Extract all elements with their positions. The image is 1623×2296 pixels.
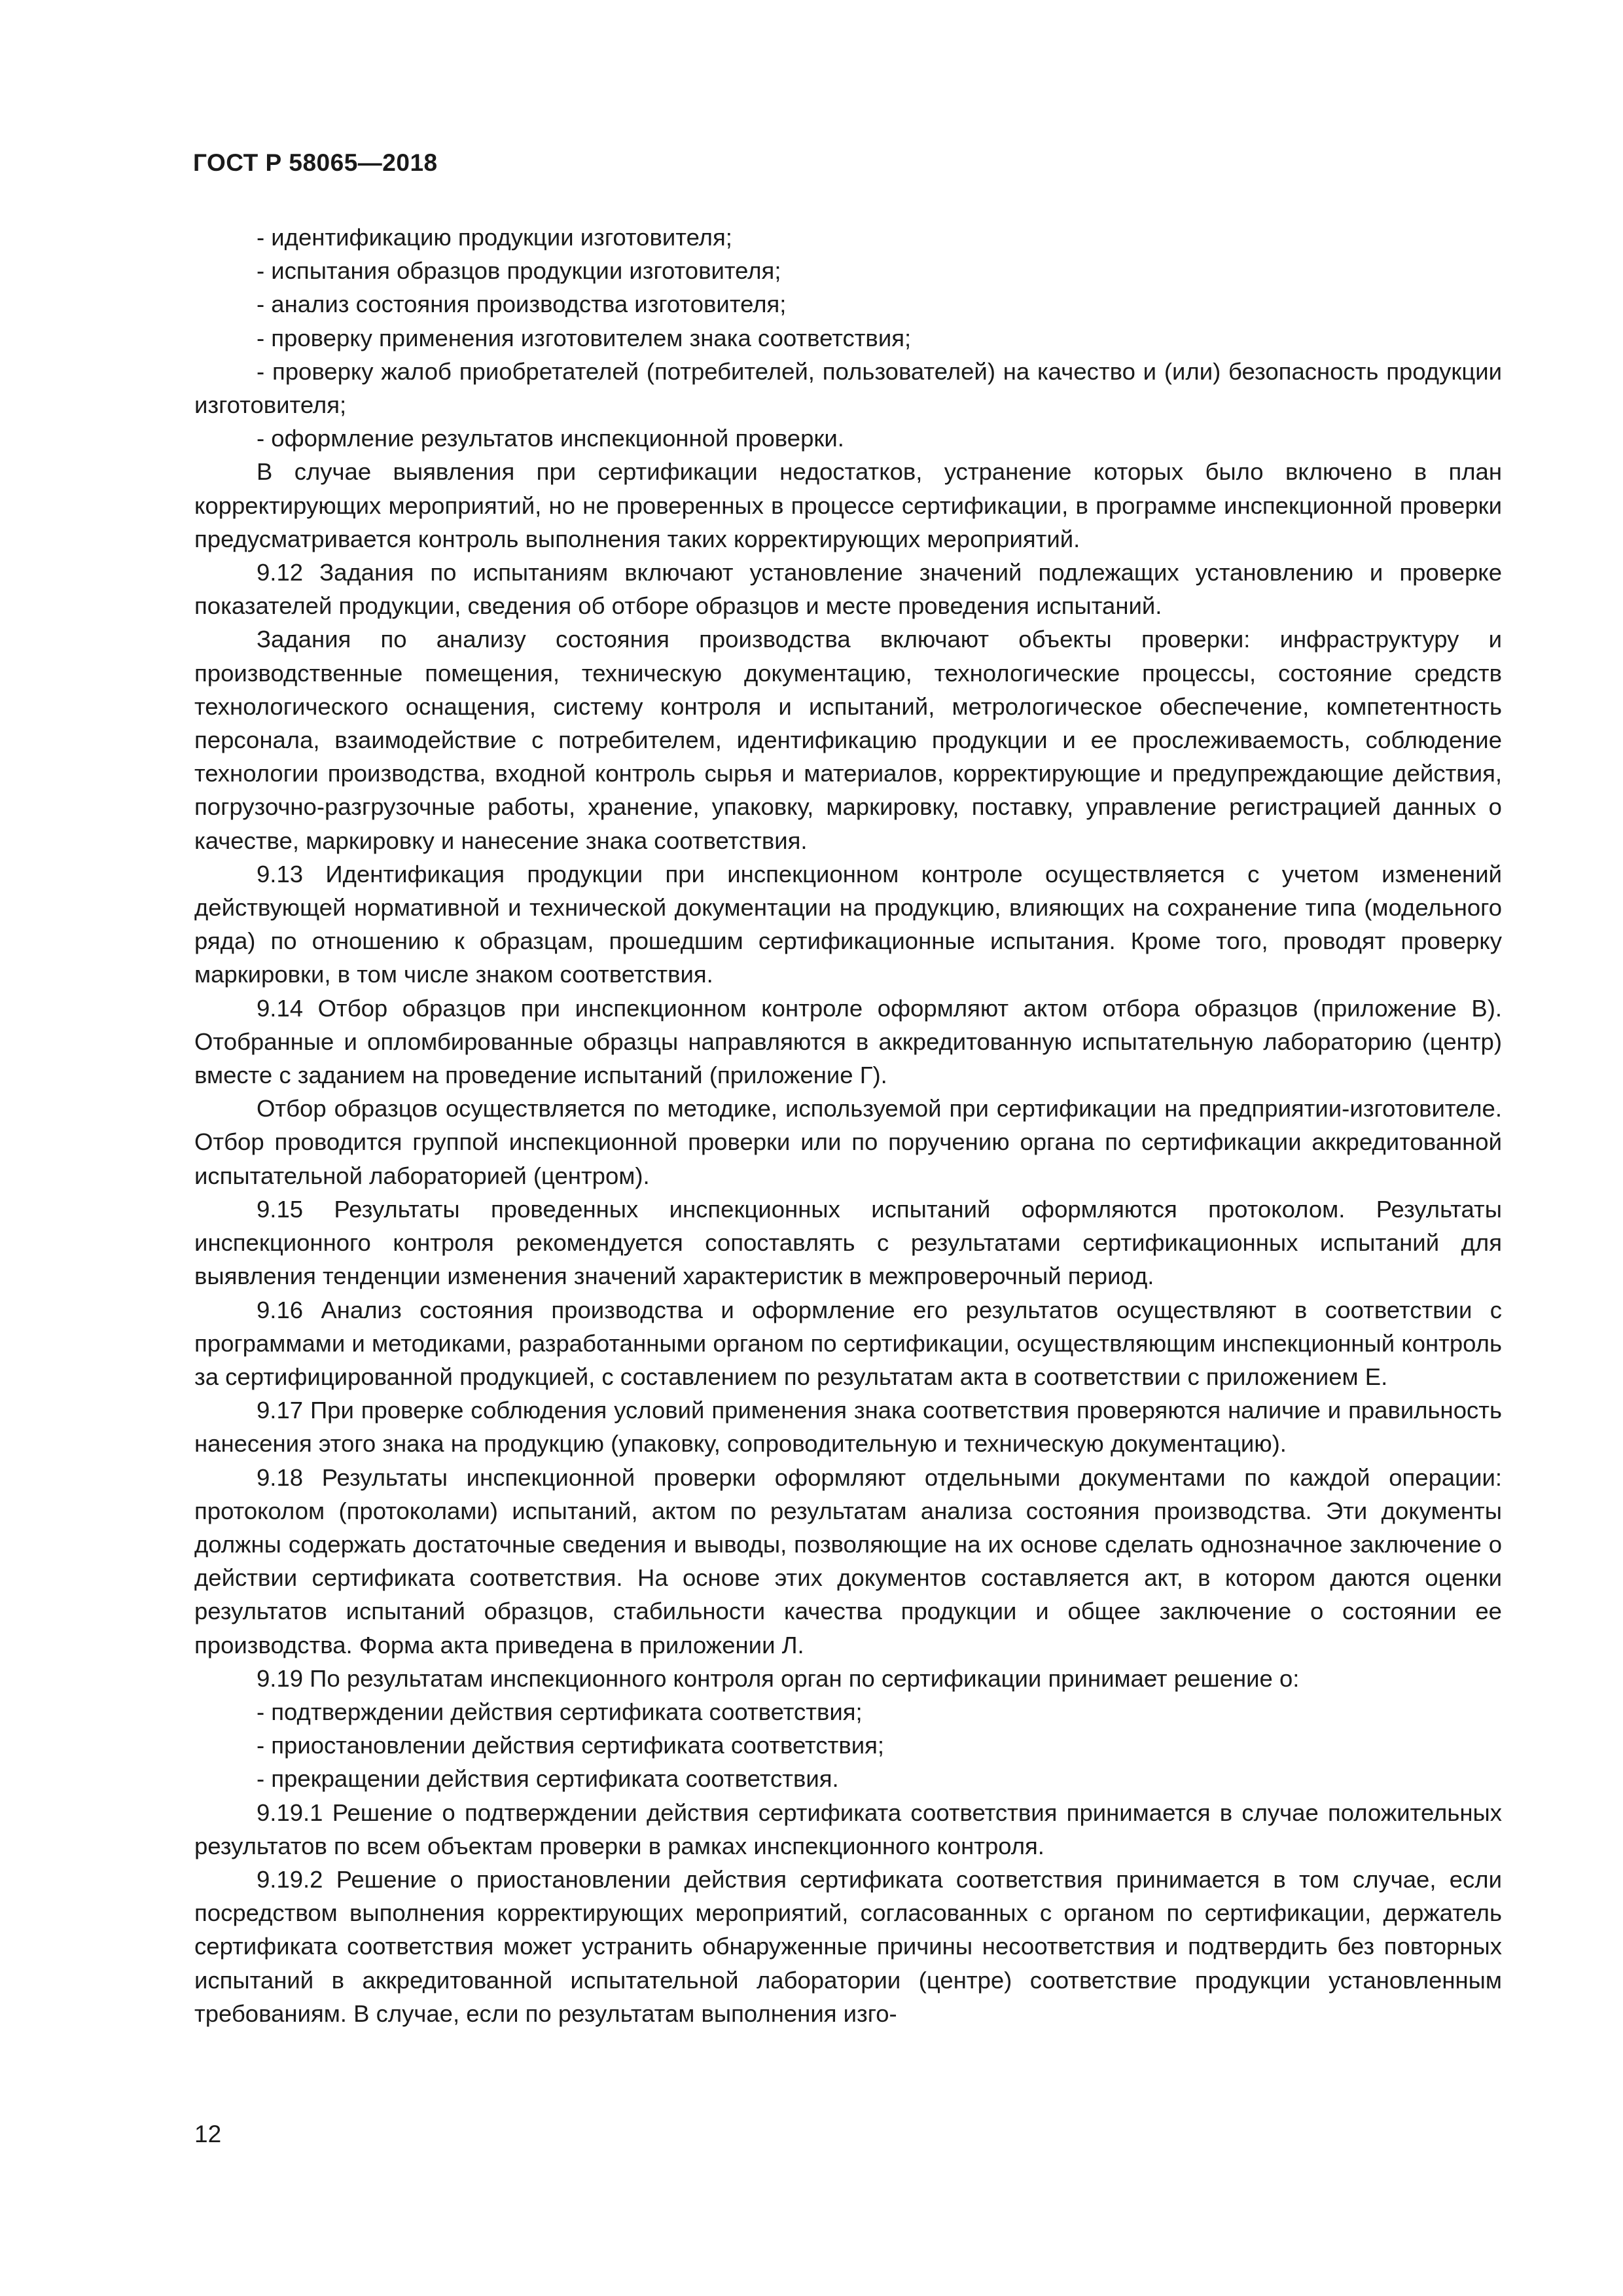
paragraph: 9.18 Результаты инспекционной проверки оформляют отдельными документами по каждой операции: протоколом (протоколами) испытаний, актом по результатам анализа состояния производства. Эти документы должны содержать достаточные сведения и выводы, позволяющие на их основе сделать однозначное заключение о действии сертификата соответствия. На основе этих документов составляется акт, в котором даются оценки результатов испытаний образцов, стабильности качества продукции и общее заключение о состоянии ее производства. Форма акта приведена в приложении Л. — [194, 1463, 1502, 1659]
list-item: - проверку применения изготовителем знака соответствия; — [257, 324, 912, 351]
list-item: - анализ состояния производства изготовителя; — [257, 291, 787, 318]
paragraph: В случае выявления при сертификации недостатков, устранение которых было включено в план корректирующих мероприятий, но не проверенных в процессе сертификации, в программе инспекционной проверки предусматривается контроль выполнения таких корректирующих мероприятий. — [194, 458, 1502, 552]
list-item: - проверку жалоб приобретателей (потребителей, пользователей) на качество и (или) безопасность продукции изготовителя; — [194, 357, 1502, 419]
paragraph: 9.19.2 Решение о приостановлении действия сертификата соответствия принимается в том случае, если посредством выполнения корректирующих мероприятий, согласованных с органом по сертификации, держатель сертификата соответствия может устранить обнаруженные причины несоответствия и подтвердить без повторных испытаний в аккредитованной испытательной лаборатории (центре) соответствие продукции установленным требованиям. В случае, если по результатам выполнения изго- — [194, 1865, 1502, 2027]
page-number: 12 — [194, 2121, 222, 2147]
paragraph: 9.19 По результатам инспекционного контроля орган по сертификации принимает решение о: — [257, 1664, 1300, 1692]
paragraph: 9.14 Отбор образцов при инспекционном контроле оформляют актом отбора образцов (приложение В). Отобранные и опломбированные образцы направляются в аккредитованную испытательную лабораторию (центр) вместе с заданием на проведение испытаний (приложение Г). — [194, 994, 1502, 1089]
paragraph: 9.19.1 Решение о подтверждении действия сертификата соответствия принимается в случае положительных результатов по всем объектам проверки в рамках инспекционного контроля. — [194, 1799, 1502, 1859]
paragraph: Отбор образцов осуществляется по методике, используемой при сертификации на предприятии-изготовителе. Отбор проводится группой инспекционной проверки или по поручению органа по сертификации аккредитованной испытательной лабораторией (центром). — [194, 1095, 1502, 1189]
list-item: - испытания образцов продукции изготовителя; — [257, 257, 781, 285]
list-item: - приостановлении действия сертификата соответствия; — [257, 1732, 885, 1759]
list-item: - подтверждении действия сертификата соответствия; — [257, 1698, 863, 1725]
paragraph: 9.17 При проверке соблюдения условий применения знака соответствия проверяются наличие и правильность нанесения этого знака на продукцию (упаковку, сопроводительную и техническую документацию). — [194, 1397, 1502, 1458]
standard-header: ГОСТ Р 58065—2018 — [193, 149, 438, 176]
paragraph: 9.13 Идентификация продукции при инспекционном контроле осуществляется с учетом изменений действующей нормативной и технической документации на продукцию, влияющих на сохранение типа (модельного ряда) по отношению к образцам, прошедшим сертификационные испытания. Кроме того, проводят проверку маркировки, в том числе знаком соответствия. — [194, 860, 1502, 988]
paragraph: 9.16 Анализ состояния производства и оформление его результатов осуществляют в соответствии с программами и методиками, разработанными органом по сертификации, осуществляющим инспекционный контроль за сертифицированной продукцией, с составлением по результатам акта в соответствии с приложением Е. — [194, 1296, 1502, 1390]
list-item: - прекращении действия сертификата соответствия. — [257, 1765, 839, 1793]
paragraph: 9.15 Результаты проведенных инспекционных испытаний оформляются протоколом. Результаты инспекционного контроля рекомендуется сопоставлять с результатами сертификационных испытаний для выявления тенденции изменения значений характеристик в межпроверочный период. — [194, 1195, 1502, 1290]
paragraph: 9.12 Задания по испытаниям включают установление значений подлежащих установлению и проверке показателей продукции, сведения об отборе образцов и месте проведения испытаний. — [194, 559, 1502, 620]
paragraph: Задания по анализу состояния производства включают объекты проверки: инфраструктуру и производственные помещения, техническую документацию, технологические процессы, состояние средств технологического оснащения, систему контроля и испытаний, метрологическое обеспечение, компетентность персонала, взаимодействие с потребителем, идентификацию продукции и ее прослеживаемость, соблюдение технологии производства, входной контроль сырья и материалов, корректирующие и предупреждающие действия, погрузочно-разгрузочные работы, хранение, упаковку, маркировку, поставку, управление регистрацией данных о качестве, маркировку и нанесение знака соответствия. — [194, 626, 1502, 854]
document-body — [194, 221, 1502, 2030]
list-item: - идентификацию продукции изготовителя; — [257, 224, 732, 251]
list-item: - оформление результатов инспекционной проверки. — [257, 425, 844, 452]
